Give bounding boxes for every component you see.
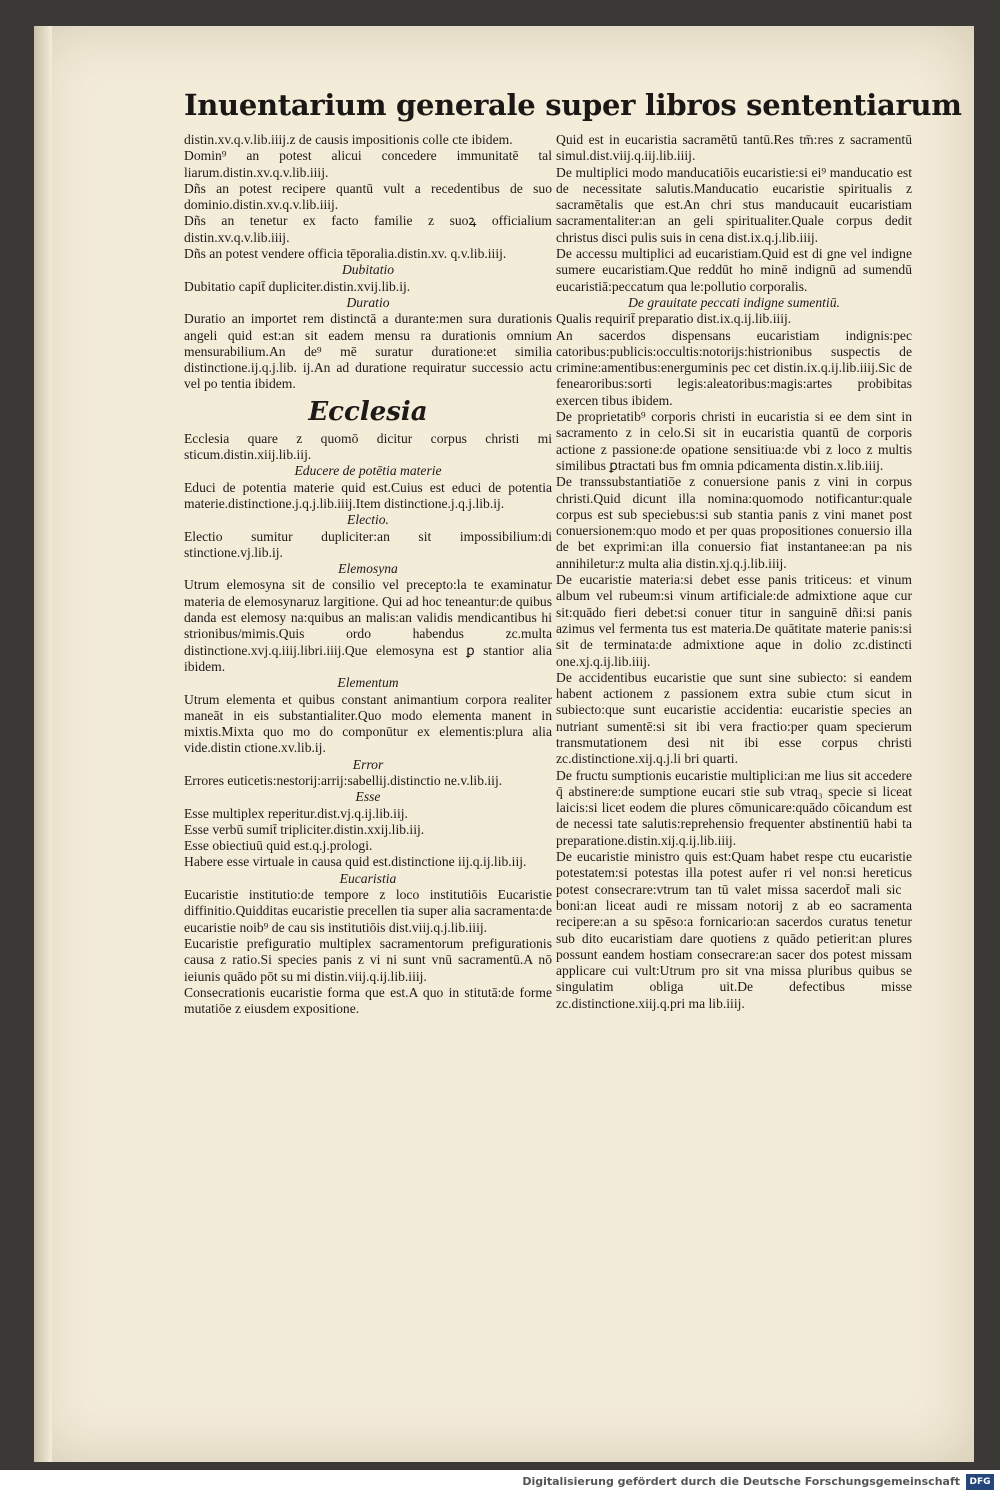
left-column-heading: Eucaristia <box>339 870 397 886</box>
right-column-entry: Quid est in eucaristia sacramētū tantū.Res tm̄:res z sacramentū simul.dist.viij.q.iij.lib.iiij. <box>556 132 912 164</box>
left-column-entry: Dñs an potest recipere quantū vult a recedentibus de suo dominio.distin.xv.q.v.lib.iiij. <box>184 180 552 213</box>
left-column-entry: Dubitatio capit̄ dupliciter.distin.xvij.lib.ij. <box>184 278 411 294</box>
left-text-column <box>184 132 552 1017</box>
right-column-entry: De eucaristie materia:si debet esse panis triticeus: et vinum album vel rubeum:si vinum artificiale:de admixtione aque cur sit:quādo fieri debet:si conuer titur in sanguinē dñi:si panis azimus vel fermenta tus est materia.De quātitate materie panis:si sit de terminata:de admixtione aque in dolio zc.distincti one.xj.q.ij.lib.iiij. <box>556 572 912 669</box>
left-column-heading: Dubitatio <box>341 262 395 278</box>
left-column-heading: Elemosyna <box>338 561 398 577</box>
left-column-entry: Dñs an potest vendere officia tēporalia.distin.xv. q.v.lib.iiij. <box>184 246 507 262</box>
left-column-entry: Esse obiectiuū quid est.q.j.prologi. <box>184 838 373 854</box>
left-column-entry: Ecclesia quare z quomō dicitur corpus christi mi sticum.distin.xiij.lib.iij. <box>184 430 552 463</box>
page-binding-shadow <box>34 26 52 1462</box>
left-column-heading: Error <box>352 756 384 772</box>
right-column-entry: An sacerdos dispensans eucaristiam indignis:pec catoribus:publicis:occultis:notorijs:histrionibus suspectis de crimine:amentibus:energuminis pec cet distin.ix.q.ij.lib.iiij.Sic de fenearoribus:sorti legis:aleatoribus:magis:artes probibitas exercen tibus ibidem. <box>556 327 912 408</box>
left-column-heading: Electio. <box>347 512 389 528</box>
right-column-entry: Qualis requirit̄ preparatio dist.ix.q.ij.lib.iiij. <box>556 311 792 327</box>
digitization-footer <box>0 1470 1000 1495</box>
right-text-column <box>556 132 912 1012</box>
footer-credit: Digitalisierung gefördert durch die Deutsche Forschungsgemeinschaft <box>522 1475 960 1488</box>
running-head: Inuentarium generale super libros sententiarum <box>184 88 962 122</box>
left-column-entry: Habere esse virtuale in causa quid est.distinctione iij.q.ij.lib.iij. <box>184 854 527 870</box>
left-column-entry: Electio sumitur dupliciter:an sit impossibilium:di stinctione.vj.lib.ij. <box>184 528 552 560</box>
left-column-entry: Utrum elementa et quibus constant animantium corpora realiter maneāt in eis substantialiter.Quo modo elementa manent in mixtis.Mixta quo mo do componūtur ex elementis:plura alia vide.distin ctione.xv.lib.ij. <box>184 691 552 756</box>
right-column-entry: De transsubstantiatiōe z conuersione panis z vini in corpus christi.Quid dicunt illa nomina:quomodo notificantur:quale corpus est sub speciebus:si sub stantia panis z vini manet post conuersionem:quo modo et per quas propositiones conuersio illa de bet exprimi:an illa conuersio fiat instantanee:an pa nis annihiletur:z multa alia distin.xj.q.j.lib.iiij. <box>556 474 912 571</box>
left-column-entry: Domin⁹ an potest alicui concedere immunitatē tal liarum.distin.xv.q.v.lib.iiij. <box>184 148 552 180</box>
left-column-entry: Duratio an importet rem distinctā a durante:men sura durationis angeli quid est:an sit eadem mensu ra durationis omnium mensurabilium.An de⁹ mē suratur duratione:et similia distinctione.ij.q.j.lib. ij.An ad duratione requiratur successio actu vel po tentia ibidem. <box>184 311 552 392</box>
left-column-entry: Educi de potentia materie quid est.Cuius est educi de potentia materie.distinctione.j.q.j.lib.iiij.Item distinctione.j.q.j.lib.ij. <box>184 479 552 511</box>
left-column-entry: Eucaristie institutio:de tempore z loco institutiōis Eucaristie diffinitio.Quidditas eucaristie precellen tia super alia sacramenta:de eucaristie noib⁹ de cau sis institutiōis dist.viij.q.j.lib.iiij. <box>184 887 552 935</box>
left-column-heading: Elementum <box>337 675 399 691</box>
left-column-entry: Eucaristie prefiguratio multiplex sacramentorum prefigurationis causa z ratio.Si species panis z vi ni sunt vnū sacramentū.A nō ieiunis quādo pōt su mi distin.viij.q.ij.lib.iiij. <box>184 935 552 984</box>
left-column-heading: Educere de potētia materie <box>294 463 442 479</box>
right-column-entry: De proprietatib⁹ corporis christi in eucaristia si ee dem sint in sacramento z in celo.Si sit in eucaristia quantū de corporis actione z passione:de opatione sensitiua:de vbi z loco z multis similibus ꝑtractati bus fm omnia pdicamenta distin.x.lib.iiij. <box>556 409 912 473</box>
right-column-entry: De eucaristie ministro quis est:Quam habet respe ctu eucaristie potestatem:si potestas illa potest aufer ri vel non:si hereticus potest consecrare:vtrum tan tū valet missa sacerdot̄ mali sicᷣ boni:an liceat audi re missam notorij z ab eo sacramenta recipere:an a su spēso:a fornicario:an sacerdos curatus tenetur sub dito eucaristiam dare quotiens z quādo petierit:an plures possunt eandem hostiam consecrare:an sacer dos potest missam applicare cui vult:Utrum pro sit vna missa pluribus quibus se singulatim obliga uit.De defectibus misse zc.distinctione.xiij.q.pri ma lib.iiij. <box>556 849 912 1011</box>
left-column-heading: Ecclesia <box>308 396 428 427</box>
left-column-entry: distin.xv.q.v.lib.iiij.z de causis impositionis colle cte ibidem. <box>184 132 513 147</box>
left-column-entry: Consecrationis eucaristie forma que est.A quo in stitutā:de forme mutatiōe z eiusdem expositione. <box>184 984 552 1017</box>
right-column-entry: De accessu multiplici ad eucaristiam.Quid est di gne vel indigne sumere eucaristiam.Que reddūt ho minē indignū ad sumendū eucaristiā:peccatum qua le:pollutio corporalis. <box>556 246 912 294</box>
dfg-logo: DFG <box>966 1474 994 1490</box>
left-column-heading: Duratio <box>346 294 390 310</box>
left-column-entry: Errores euticetis:nestorij:arrij:sabellij.distinctio ne.v.lib.iij. <box>184 772 503 788</box>
right-column-entry: De fructu sumptionis eucaristie multiplici:an me lius sit accedere q̄ abstinere:de sumptione eucari stie sub vtraq₃ specie si liceat laicis:si licet eodem die plures cōmunicare:quādo cōicandum est de necessi tate salutis:reprehensio frequenter abstinentiū habi ta preparatione.distin.xij.q.ij.lib.iiij. <box>556 767 912 848</box>
left-column-entry: Utrum elemosyna sit de consilio vel precepto:la te examinatur materia de elemosynaruz largitione. Qui ad hoc teneantur:de quibus danda est elemosy na:quibus an malis:an validis mendicantibus hi strionibus/mimis.Quis ordo habendus zc.multa distinctione.xvj.q.iiij.libri.iiij.Que elemosyna est ꝑ stantior alia ibidem. <box>184 577 552 674</box>
left-column-entry: Dñs an tenetur ex facto familie z suoꝝ officialium distin.xv.q.v.lib.iiij. <box>184 213 552 245</box>
right-column-entry: De multiplici modo manducatiōis eucaristie:si ei⁹ manducatio est de necessitate salutis.Manducatio eucaristie spiritualis z sacramētalis que est.An chri stus manducauit eucaristiam sacramentaliter:an an geli spiritualiter.Quale corpus dedit christus disci pulis suis in cena dist.ix.q.j.lib.iiij. <box>556 164 912 245</box>
left-column-entry: Esse verbū sumit̄ tripliciter.distin.xxij.lib.iij. <box>184 821 425 837</box>
left-column-entry: Esse multiplex reperitur.dist.vj.q.ij.lib.iij. <box>184 805 408 821</box>
book-page <box>34 26 974 1462</box>
left-column-heading: Esse <box>355 789 381 805</box>
right-column-heading: De grauitate peccati indigne sumentiū. <box>628 294 840 310</box>
right-column-entry: De accidentibus eucaristie que sunt sine subiecto: si eandem habent actionem z passionem extra subie ctum sicut in subiecto:que sunt eucaristie accidentia: eucaristie species an nutriant sumentē:si sit ibi vera fractio:per quam specierum transmutationem desi nit ibi esse corpus christi zc.distinctione.xij.q.j.li bri quarti. <box>556 669 912 767</box>
